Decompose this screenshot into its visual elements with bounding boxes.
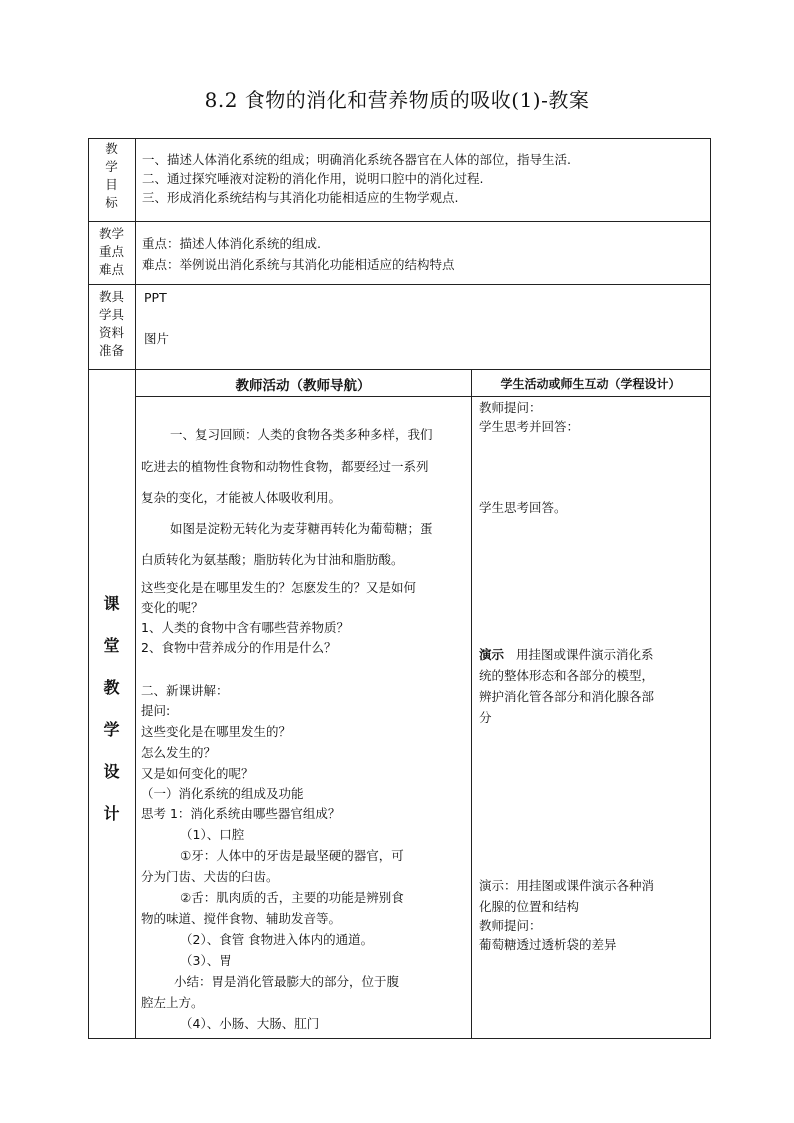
teacher-text-line: 吃进去的植物性食物和动物性食物，都要经过一系列 [141, 459, 429, 474]
demo-label: 演示 [479, 647, 505, 662]
row-divider [88, 284, 711, 285]
teacher-text-line: 这些变化是在哪里发生的？ [141, 724, 292, 739]
classroom-design-label: 课 堂 教 学 设 计 [103, 594, 120, 823]
table-border-bottom [88, 1038, 711, 1039]
teacher-text-line: 1、人类的食物中含有哪些营养物质？ [141, 620, 349, 635]
student-activity-header: 学生活动或师生互动（学程设计） [500, 377, 681, 391]
teacher-text-line: 分为门齿、犬齿的臼齿。 [141, 869, 279, 884]
teacher-text-line: 怎么发生的？ [141, 745, 217, 760]
teacher-text-line: 小结：胃是消化管最膨大的部分，位于腹 [174, 974, 400, 989]
table-border-top [88, 138, 711, 139]
activity-column-divider [471, 369, 472, 1038]
row-divider [88, 369, 711, 370]
teacher-text-line: 腔左上方。 [141, 995, 204, 1010]
lesson-plan-table [88, 138, 711, 1038]
teacher-activity-header: 教师活动（教师导航） [235, 378, 371, 394]
teacher-text-line: 一、复习回顾：人类的食物各类多种多样，我们 [170, 427, 433, 442]
objective-item: 一、描述人体消化系统的组成；明确消化系统各器官在人体的部位，指导生活. [142, 152, 571, 167]
student-text-line: 学生思考回答。 [479, 500, 567, 515]
demo-line [479, 645, 653, 664]
objective-item: 三、形成消化系统结构与其消化功能相适应的生物学观点. [142, 190, 459, 205]
demo-line: 辨护消化管各部分和消化腺各部 [479, 689, 655, 704]
demo-line: 演示：用挂图或课件演示各种消 [479, 878, 655, 893]
key-points-label: 教学 重点 难点 [98, 226, 124, 277]
demo-line: 分 [479, 710, 492, 725]
teacher-text-line: 白质转化为氨基酸；脂肪转化为甘油和脂肪酸。 [141, 552, 404, 567]
student-text-line: 教师提问： [479, 400, 542, 415]
teacher-text-line: 物的味道、搅伴食物、辅助发音等。 [141, 911, 342, 926]
teacher-text-line: （1）、口腔 [180, 827, 245, 842]
materials-label: 教具 学具 资料 准备 [98, 289, 124, 358]
teacher-text-line: （2）、食管 食物进入体内的通道。 [180, 932, 374, 947]
teacher-text-line: 变化的呢？ [141, 600, 204, 615]
teacher-text-line: 提问: [141, 703, 171, 718]
table-border-right [710, 138, 711, 1038]
teacher-text-line: 2、食物中营养成分的作用是什么？ [141, 640, 337, 655]
key-point-item: 重点：描述人体消化系统的组成. [142, 236, 321, 251]
material-ppt: PPT [144, 290, 167, 305]
demo-line: 统的整体形态和各部分的模型， [479, 668, 655, 683]
objective-item: 二、通过探究唾液对淀粉的消化作用，说明口腔中的消化过程. [142, 171, 484, 186]
teacher-text-line: 又是如何变化的呢？ [141, 766, 254, 781]
teacher-text-line: （4）、小肠、大肠、肛门 [180, 1016, 320, 1031]
teacher-text-line: 思考 1：消化系统由哪些器官组成？ [141, 806, 341, 821]
label-column-divider [135, 138, 136, 1038]
objectives-label: 教 学 目 标 [105, 141, 118, 210]
teacher-text-line: （3）、胃 [180, 953, 232, 968]
teacher-text-line: 复杂的变化，才能被人体吸收利用。 [141, 490, 342, 505]
page-title: 8.2 食物的消化和营养物质的吸收(1)-教案 [204, 88, 590, 112]
student-text-line: 葡萄糖透过透析袋的差异 [479, 937, 617, 952]
demo-line: 化腺的位置和结构 [479, 899, 580, 914]
teacher-text-line: 如图是淀粉无转化为麦芽糖再转化为葡萄糖；蛋 [170, 521, 433, 536]
material-images: 图片 [144, 331, 170, 346]
student-text-line: 学生思考并回答： [479, 419, 580, 434]
teacher-text-line: ①牙：人体中的牙齿是最坚硬的器官，可 [180, 848, 404, 863]
teacher-text-line: （一）消化系统的组成及功能 [141, 786, 304, 801]
difficult-point-item: 难点：举例说出消化系统与其消化功能相适应的结构特点 [142, 257, 455, 272]
teacher-text-line: 这些变化是在哪里发生的？怎麽发生的？又是如何 [141, 580, 417, 595]
header-divider [135, 396, 711, 397]
teacher-text-line: 二、新课讲解： [141, 683, 229, 698]
row-divider [88, 221, 711, 222]
teacher-text-line: ②舌：肌肉质的舌，主要的功能是辨别食 [180, 890, 404, 905]
student-text-line: 教师提问： [479, 918, 542, 933]
demo-text: 用挂图或课件演示消化系 [515, 647, 654, 662]
